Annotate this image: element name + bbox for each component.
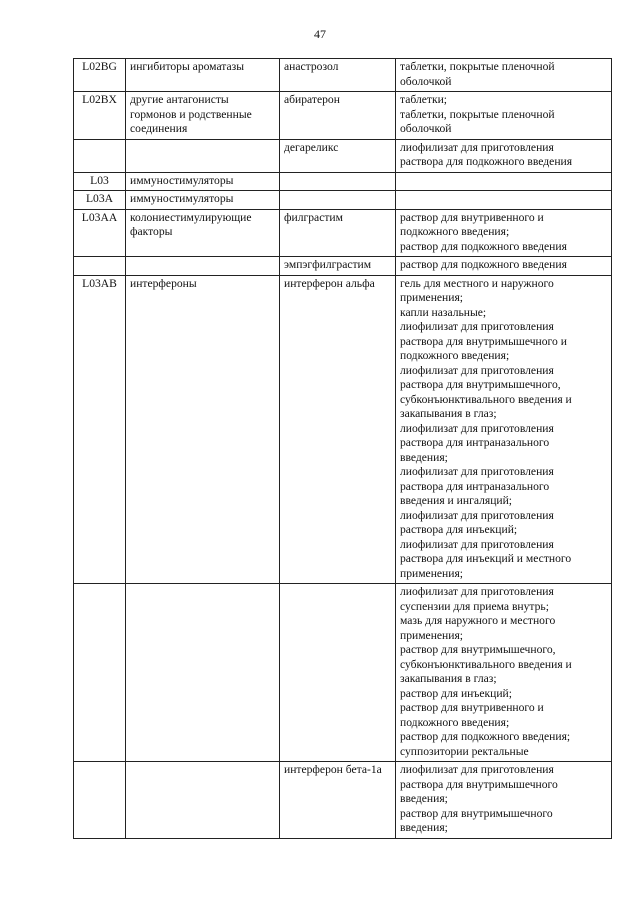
drug-name-cell xyxy=(280,584,396,762)
group-name-cell xyxy=(126,762,280,839)
page-number: 47 xyxy=(314,27,326,41)
table-row xyxy=(74,92,612,140)
dosage-forms-cell: раствор для внутривенного и подкожного введения; раствор для подкожного введения xyxy=(396,209,612,257)
atc-code-cell: L02BX xyxy=(74,92,126,140)
table-row xyxy=(74,209,612,257)
table-row xyxy=(74,139,612,172)
table-row xyxy=(74,257,612,276)
atc-code-cell xyxy=(74,257,126,276)
drug-name-cell xyxy=(280,191,396,210)
atc-code-cell: L03 xyxy=(74,172,126,191)
dosage-forms-cell: раствор для подкожного введения xyxy=(396,257,612,276)
table-row xyxy=(74,275,612,584)
atc-code-cell xyxy=(74,139,126,172)
table-body xyxy=(74,59,612,839)
group-name-cell xyxy=(126,584,280,762)
table-row xyxy=(74,172,612,191)
table-row xyxy=(74,584,612,762)
drug-name-cell: интерферон бета-1а xyxy=(280,762,396,839)
group-name-cell: иммуностимуляторы xyxy=(126,191,280,210)
atc-code-cell: L02BG xyxy=(74,59,126,92)
dosage-forms-cell: лиофилизат для приготовления суспензии для приема внутрь; мазь для наружного и местного применения; раствор для внутримышечного, субконъюнктивального введения и закапывания в глаз; раствор для инъекций; раствор для внутривенного и подкожного введения; раствор для подкожного введения; суппозитории ректальные xyxy=(396,584,612,762)
drug-name-cell xyxy=(280,172,396,191)
drug-name-cell: абиратерон xyxy=(280,92,396,140)
drug-name-cell: дегареликс xyxy=(280,139,396,172)
table-row xyxy=(74,191,612,210)
drug-table xyxy=(73,58,612,839)
dosage-forms-cell: лиофилизат для приготовления раствора для подкожного введения xyxy=(396,139,612,172)
atc-code-cell: L03AA xyxy=(74,209,126,257)
group-name-cell: ингибиторы ароматазы xyxy=(126,59,280,92)
table-row xyxy=(74,59,612,92)
dosage-forms-cell xyxy=(396,191,612,210)
dosage-forms-cell: лиофилизат для приготовления раствора для внутримышечного введения; раствор для внутримышечного введения; xyxy=(396,762,612,839)
dosage-forms-cell: таблетки, покрытые пленочной оболочкой xyxy=(396,59,612,92)
drug-name-cell: филграстим xyxy=(280,209,396,257)
dosage-forms-cell: таблетки; таблетки, покрытые пленочной оболочкой xyxy=(396,92,612,140)
atc-code-cell xyxy=(74,762,126,839)
group-name-cell: колониестимулирующие факторы xyxy=(126,209,280,257)
atc-code-cell xyxy=(74,584,126,762)
table-row xyxy=(74,762,612,839)
group-name-cell: интерфероны xyxy=(126,275,280,584)
group-name-cell: другие антагонисты гормонов и родственные соединения xyxy=(126,92,280,140)
group-name-cell xyxy=(126,257,280,276)
drug-name-cell: эмпэгфилграстим xyxy=(280,257,396,276)
group-name-cell: иммуностимуляторы xyxy=(126,172,280,191)
drug-name-cell: интерферон альфа xyxy=(280,275,396,584)
group-name-cell xyxy=(126,139,280,172)
dosage-forms-cell xyxy=(396,172,612,191)
dosage-forms-cell: гель для местного и наружного применения; капли назальные; лиофилизат для приготовления раствора для внутримышечного и подкожного введения; лиофилизат для приготовления раствора для внутримышечного, субконъюнктивального введения и закапывания в глаз; лиофилизат для приготовления раствора для интраназального введения; лиофилизат для приготовления раствора для интраназального введения и ингаляций; лиофилизат для приготовления раствора для инъекций; лиофилизат для приготовления раствора для инъекций и местного применения; xyxy=(396,275,612,584)
drug-name-cell: анастрозол xyxy=(280,59,396,92)
atc-code-cell: L03AB xyxy=(74,275,126,584)
atc-code-cell: L03A xyxy=(74,191,126,210)
